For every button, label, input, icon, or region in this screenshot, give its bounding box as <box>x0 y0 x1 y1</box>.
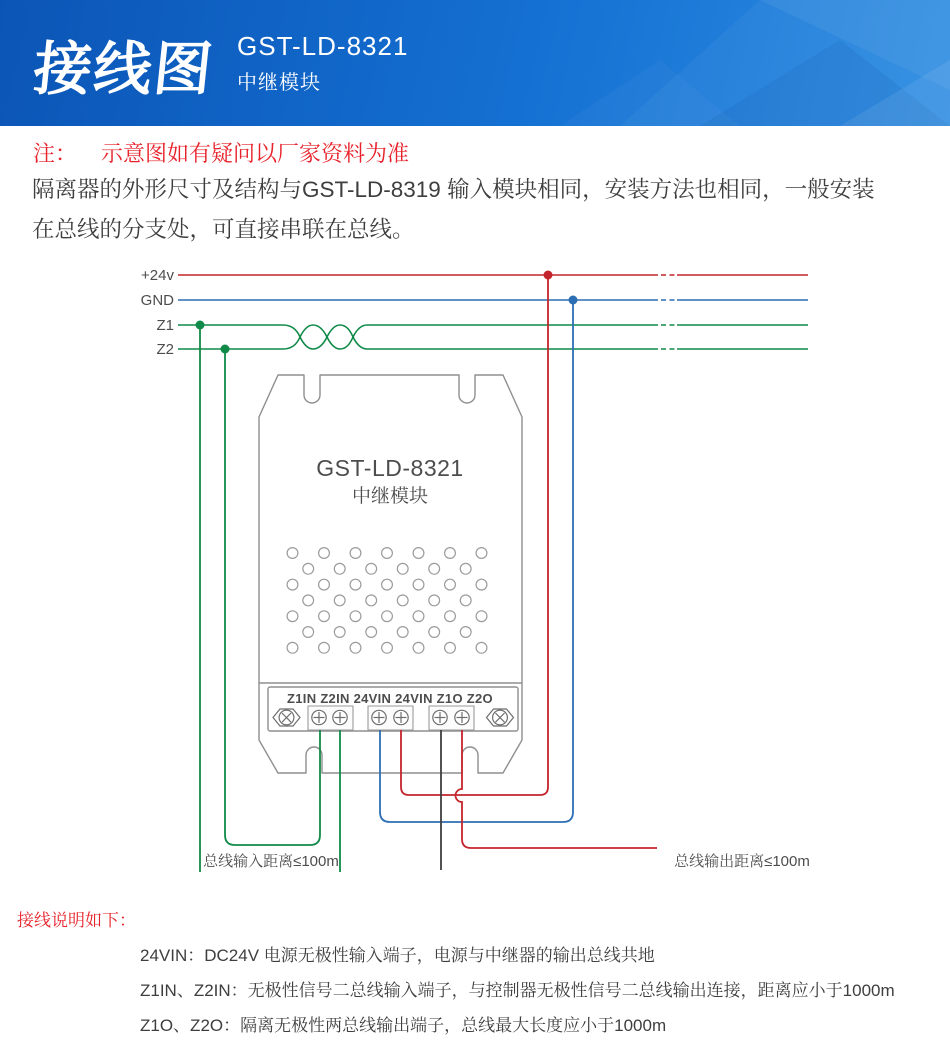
note-row <box>33 137 409 168</box>
junction-dot-gnd <box>569 296 578 305</box>
terminal-screw-z1in <box>312 710 326 724</box>
wiring-diagram <box>0 255 950 905</box>
instructions-heading: 接线说明如下： <box>17 911 136 930</box>
junction-dot-z2 <box>221 345 230 354</box>
bus-label-z1: Z1 <box>156 317 174 334</box>
bus-line-z2 <box>178 325 808 349</box>
bus-label-z2: Z2 <box>156 341 174 358</box>
header-model: GST-LD-8321 <box>237 31 409 61</box>
terminal-screw-24vin-2 <box>394 710 408 724</box>
description-paragraph <box>32 170 875 250</box>
note-warning: 示意图如有疑问以厂家资料为准 <box>101 141 410 166</box>
instruction-24vin: 24VIN：DC24V 电源无极性输入端子，电源与中继器的输出总线共地 <box>140 946 655 965</box>
description-line-1: 隔离器的外形尺寸及结构与GST-LD-8319 输入模块相同，安装方法也相同，一般安装 <box>32 177 875 202</box>
module-model-text: GST-LD-8321 <box>316 455 464 481</box>
terminal-screw-z2in <box>333 710 347 724</box>
terminal-screw-z2o <box>455 710 469 724</box>
instruction-z1o-z2o: Z1O、Z2O：隔离无极性两总线输出端子，总线最大长度应小于1000m <box>140 1016 667 1035</box>
bus-label-gnd: GND <box>140 292 174 309</box>
header-banner <box>0 0 950 126</box>
bus-lines <box>178 275 808 349</box>
page-title: 接线图 <box>30 37 218 102</box>
note-prefix: 注： <box>33 141 78 166</box>
module-name-text: 中继模块 <box>351 486 429 507</box>
junction-dot-24v <box>544 271 553 280</box>
input-distance-label: 总线输入距离≤100m <box>203 853 339 870</box>
junction-dots <box>196 271 578 354</box>
terminal-labels-text: Z1IN Z2IN 24VIN 24VIN Z1O Z2O <box>287 691 493 706</box>
bus-line-z1 <box>178 325 808 349</box>
terminal-screw-24vin-1 <box>372 710 386 724</box>
terminal-screw-z1o <box>433 710 447 724</box>
header-module-name: 中继模块 <box>237 72 321 94</box>
instruction-z1in-z2in: Z1IN、Z2IN：无极性信号二总线输入端子，与控制器无极性信号二总线输出连接，距离应小于1000m <box>140 981 895 1000</box>
output-distance-label: 总线输出距离≤100m <box>674 853 810 870</box>
bus-label-24v: +24v <box>141 267 174 284</box>
junction-dot-z1 <box>196 321 205 330</box>
description-line-2: 在总线的分支处，可直接串联在总线。 <box>32 217 415 242</box>
module-body <box>259 375 522 773</box>
